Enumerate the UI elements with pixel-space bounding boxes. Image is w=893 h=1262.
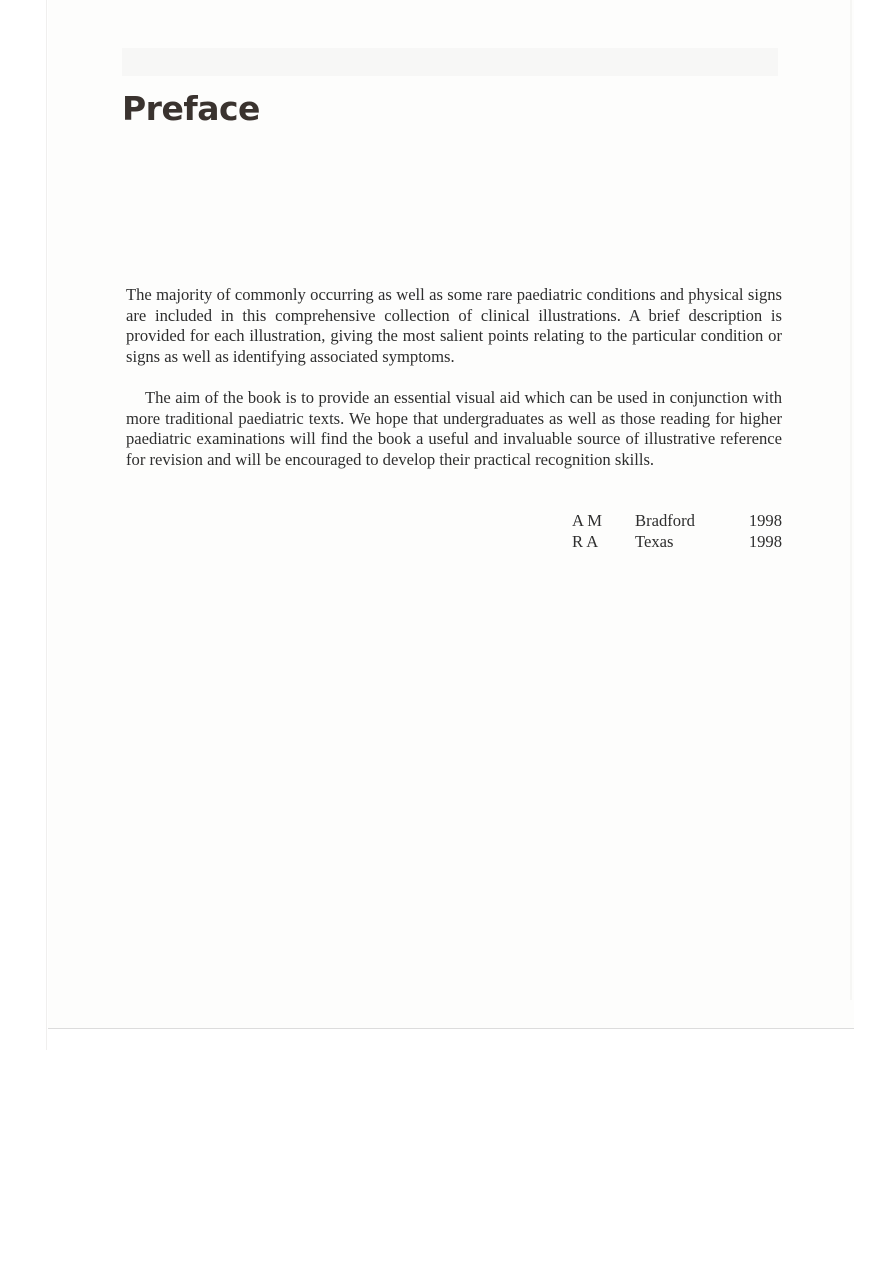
signature-initials: R A — [572, 532, 599, 551]
signature-year: 1998 — [748, 532, 782, 551]
signature-place: Bradford — [635, 511, 695, 530]
signature-year: 1998 — [748, 511, 782, 530]
scan-edge-left — [46, 0, 47, 1050]
signature-initials: A M — [572, 511, 602, 530]
signature-row — [572, 510, 782, 531]
paragraph-2: The aim of the book is to provide an essential visual aid which can be used in conjunction with more traditional paediatric texts. We hope that undergraduates as well as those reading for higher paediatric examinations will find the book a useful and invaluable source of illustrative reference for revision and will be encouraged to develop their practical recognition skills. — [126, 388, 782, 470]
paragraph-1: The majority of commonly occurring as well as some rare paediatric conditions and physical signs are included in this comprehensive collection of clinical illustrations. A brief description is provided for each illustration, giving the most salient points relating to the particular condition or signs as well as identifying associated symptoms. — [126, 285, 782, 367]
signature-place: Texas — [635, 532, 674, 551]
signature-block — [572, 510, 782, 552]
scan-edge-right — [850, 0, 852, 1000]
header-band — [122, 48, 778, 76]
page-title: Preface — [122, 89, 260, 128]
signature-row — [572, 531, 782, 552]
scan-edge-bottom — [48, 1028, 854, 1029]
